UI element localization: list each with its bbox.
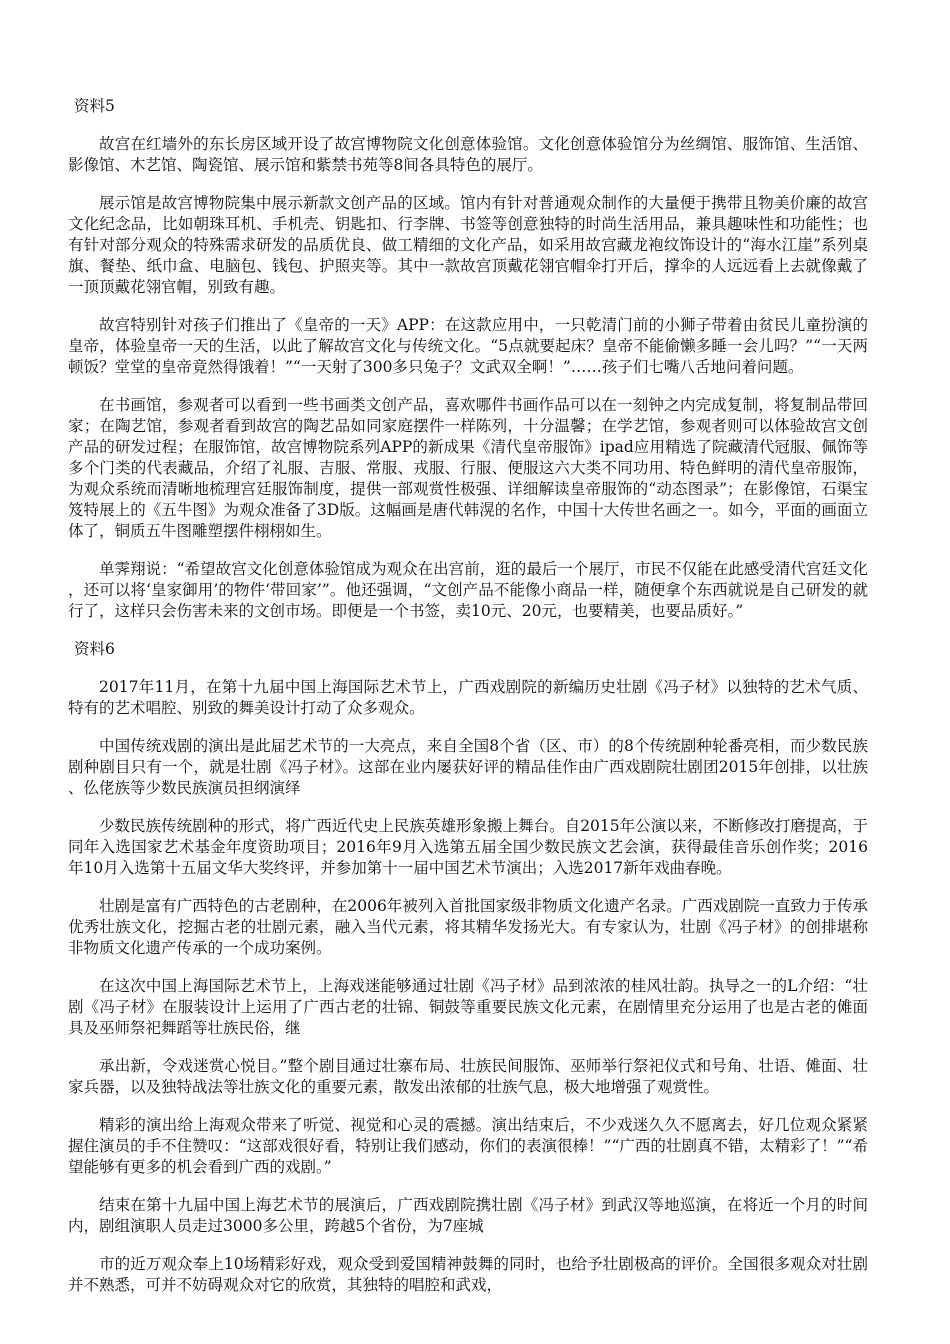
paragraph: 市的近万观众奉上10场精彩好戏，观众受到爱国精神鼓舞的同时，也给予壮剧极高的评价。全国很多观众对壮剧并不熟悉，可并不妨碍观众对它的欣赏，其独特的唱腔和武戏，	[68, 1255, 868, 1294]
paragraph: 少数民族传统剧种的形式，将广西近代史上民族英雄形象搬上舞台。自2015年公演以来，不断修改打磨提高，于同年入选国家艺术基金年度资助项目；2016年9月入选第五届全国少数民族文艺会演，获得最佳音乐创作奖；2016年10月入选第十五届文华大奖终评，并参加第十一届中国艺术节演出；入选2017新年戏曲春晚。	[68, 817, 868, 877]
section-title: 资料5	[74, 97, 115, 115]
paragraph: 单霁翔说：“希望故宫文化创意体验馆成为观众在出宫前，逛的最后一个展厅，市民不仅能在此感受清代宫廷文化，还可以将‘皇家御用’的物件‘带回家’”。他还强调，“文创产品不能像小商品一样，随便拿个东西就说是自己研发的就行了，这样只会伤害未来的文创市场。即便是一个书签，卖10元、20元，也要精美，也要品质好。”	[68, 560, 868, 620]
paragraph: 故宫特别针对孩子们推出了《皇帝的一天》APP：在这款应用中，一只乾清门前的小狮子带着由贫民儿童扮演的皇帝，体验皇帝一天的生活，以此了解故宫文化与传统文化。“5点就要起床？皇帝不能偷懒多睡一会儿吗？”“一天两顿饭？堂堂的皇帝竟然得饿着！”“一天射了300多只兔子？文武双全啊！”……孩子们七嘴八舌地问着问题。	[68, 316, 868, 376]
paragraph: 结束在第十九届中国上海艺术节的展演后，广西戏剧院携壮剧《冯子材》到武汉等地巡演，在将近一个月的时间内，剧组演职人员走过3000多公里，跨越5个省份，为7座城	[68, 1196, 868, 1235]
paragraph: 承出新，令戏迷赏心悦目。”整个剧目通过壮寨布局、壮族民间服饰、巫师举行祭祀仪式和号角、壮语、傩面、壮家兵器，以及独特战法等壮族文化的重要元素，散发出浓郁的壮族气息，极大地增强了观赏性。	[68, 1057, 868, 1096]
paragraph: 2017年11月，在第十九届中国上海国际艺术节上，广西戏剧院的新编历史壮剧《冯子材》以独特的艺术气质、特有的艺术唱腔、别致的舞美设计打动了众多观众。	[68, 678, 868, 717]
paragraph: 故宫在红墙外的东长房区域开设了故宫博物院文化创意体验馆。文化创意体验馆分为丝绸馆、服饰馆、生活馆、影像馆、木艺馆、陶瓷馆、展示馆和紫禁书苑等8间各具特色的展厅。	[68, 135, 868, 174]
paragraph: 在书画馆，参观者可以看到一些书画类文创产品，喜欢哪件书画作品可以在一刻钟之内完成复制，将复制品带回家；在陶艺馆，参观者看到故宫的陶艺品如同家庭摆件一样陈列，十分温馨；在学艺馆，参观者则可以体验故宫文创产品的研发过程；在服饰馆，故宫博物院系列APP的新成果《清代皇帝服饰》ipad应用精选了院藏清代冠服、佩饰等多个门类的代表藏品，介绍了礼服、吉服、常服、戎服、行服、便服这六大类不同功用、特色鲜明的清代皇帝服饰，为观众系统而清晰地梳理宫廷服饰制度，提供一部观赏性极强、详细解读皇帝服饰的“动态图录”；在影像馆，石渠宝笈特展上的《五牛图》为观众准备了3D版。这幅画是唐代韩滉的名作，中国十大传世名画之一。如今，平面的画面立体了，铜质五牛图雕塑摆件栩栩如生。	[68, 396, 868, 540]
section-material-5	[68, 96, 868, 622]
section-title: 资料6	[74, 640, 115, 658]
paragraph: 在这次中国上海国际艺术节上，上海戏迷能够通过壮剧《冯子材》品到浓浓的桂风壮韵。执导之一的L介绍：“壮剧《冯子材》在服装设计上运用了广西古老的壮锦、铜鼓等重要民族文化元素，在剧情里充分运用了也是古老的傩面具及巫师祭祀舞蹈等壮族民俗，继	[68, 977, 868, 1037]
paragraph: 展示馆是故宫博物院集中展示新款文创产品的区域。馆内有针对普通观众制作的大量便于携带且物美价廉的故宫文化纪念品，比如朝珠耳机、手机壳、钥匙扣、行李牌、书签等创意独特的时尚生活用品，兼具趣味性和功能性；也有针对部分观众的特殊需求研发的品质优良、做工精细的文化产品，如采用故宫藏龙袍纹饰设计的“海水江崖”系列桌旗、餐垫、纸巾盒、电脑包、钱包、护照夹等。其中一款故宫顶戴花翎官帽伞打开后，撑伞的人远远看上去就像戴了一顶顶戴花翎官帽，别致有趣。	[68, 194, 868, 296]
document-page	[68, 96, 868, 1313]
paragraph: 中国传统戏剧的演出是此届艺术节的一大亮点，来自全国8个省（区、市）的8个传统剧种轮番亮相，而少数民族剧种剧目只有一个，就是壮剧《冯子材》。这部在业内屡获好评的精品佳作由广西戏剧院壮剧团2015年创排，以壮族、仫佬族等少数民族演员担纲演绎	[68, 737, 868, 797]
section-material-6	[68, 639, 868, 1296]
paragraph: 壮剧是富有广西特色的古老剧种，在2006年被列入首批国家级非物质文化遗产名录。广西戏剧院一直致力于传承优秀壮族文化，挖掘古老的壮剧元素，融入当代元素，将其精华发扬光大。有专家认为，壮剧《冯子材》的创排堪称非物质文化遗产传承的一个成功案例。	[68, 897, 868, 957]
paragraph: 精彩的演出给上海观众带来了听觉、视觉和心灵的震撼。演出结束后，不少戏迷久久不愿离去，好几位观众紧紧握住演员的手不住赞叹：“这部戏很好看，特别让我们感动，你们的表演很棒！”“广西的壮剧真不错，太精彩了！”“希望能够有更多的机会看到广西的戏剧。”	[68, 1116, 868, 1176]
